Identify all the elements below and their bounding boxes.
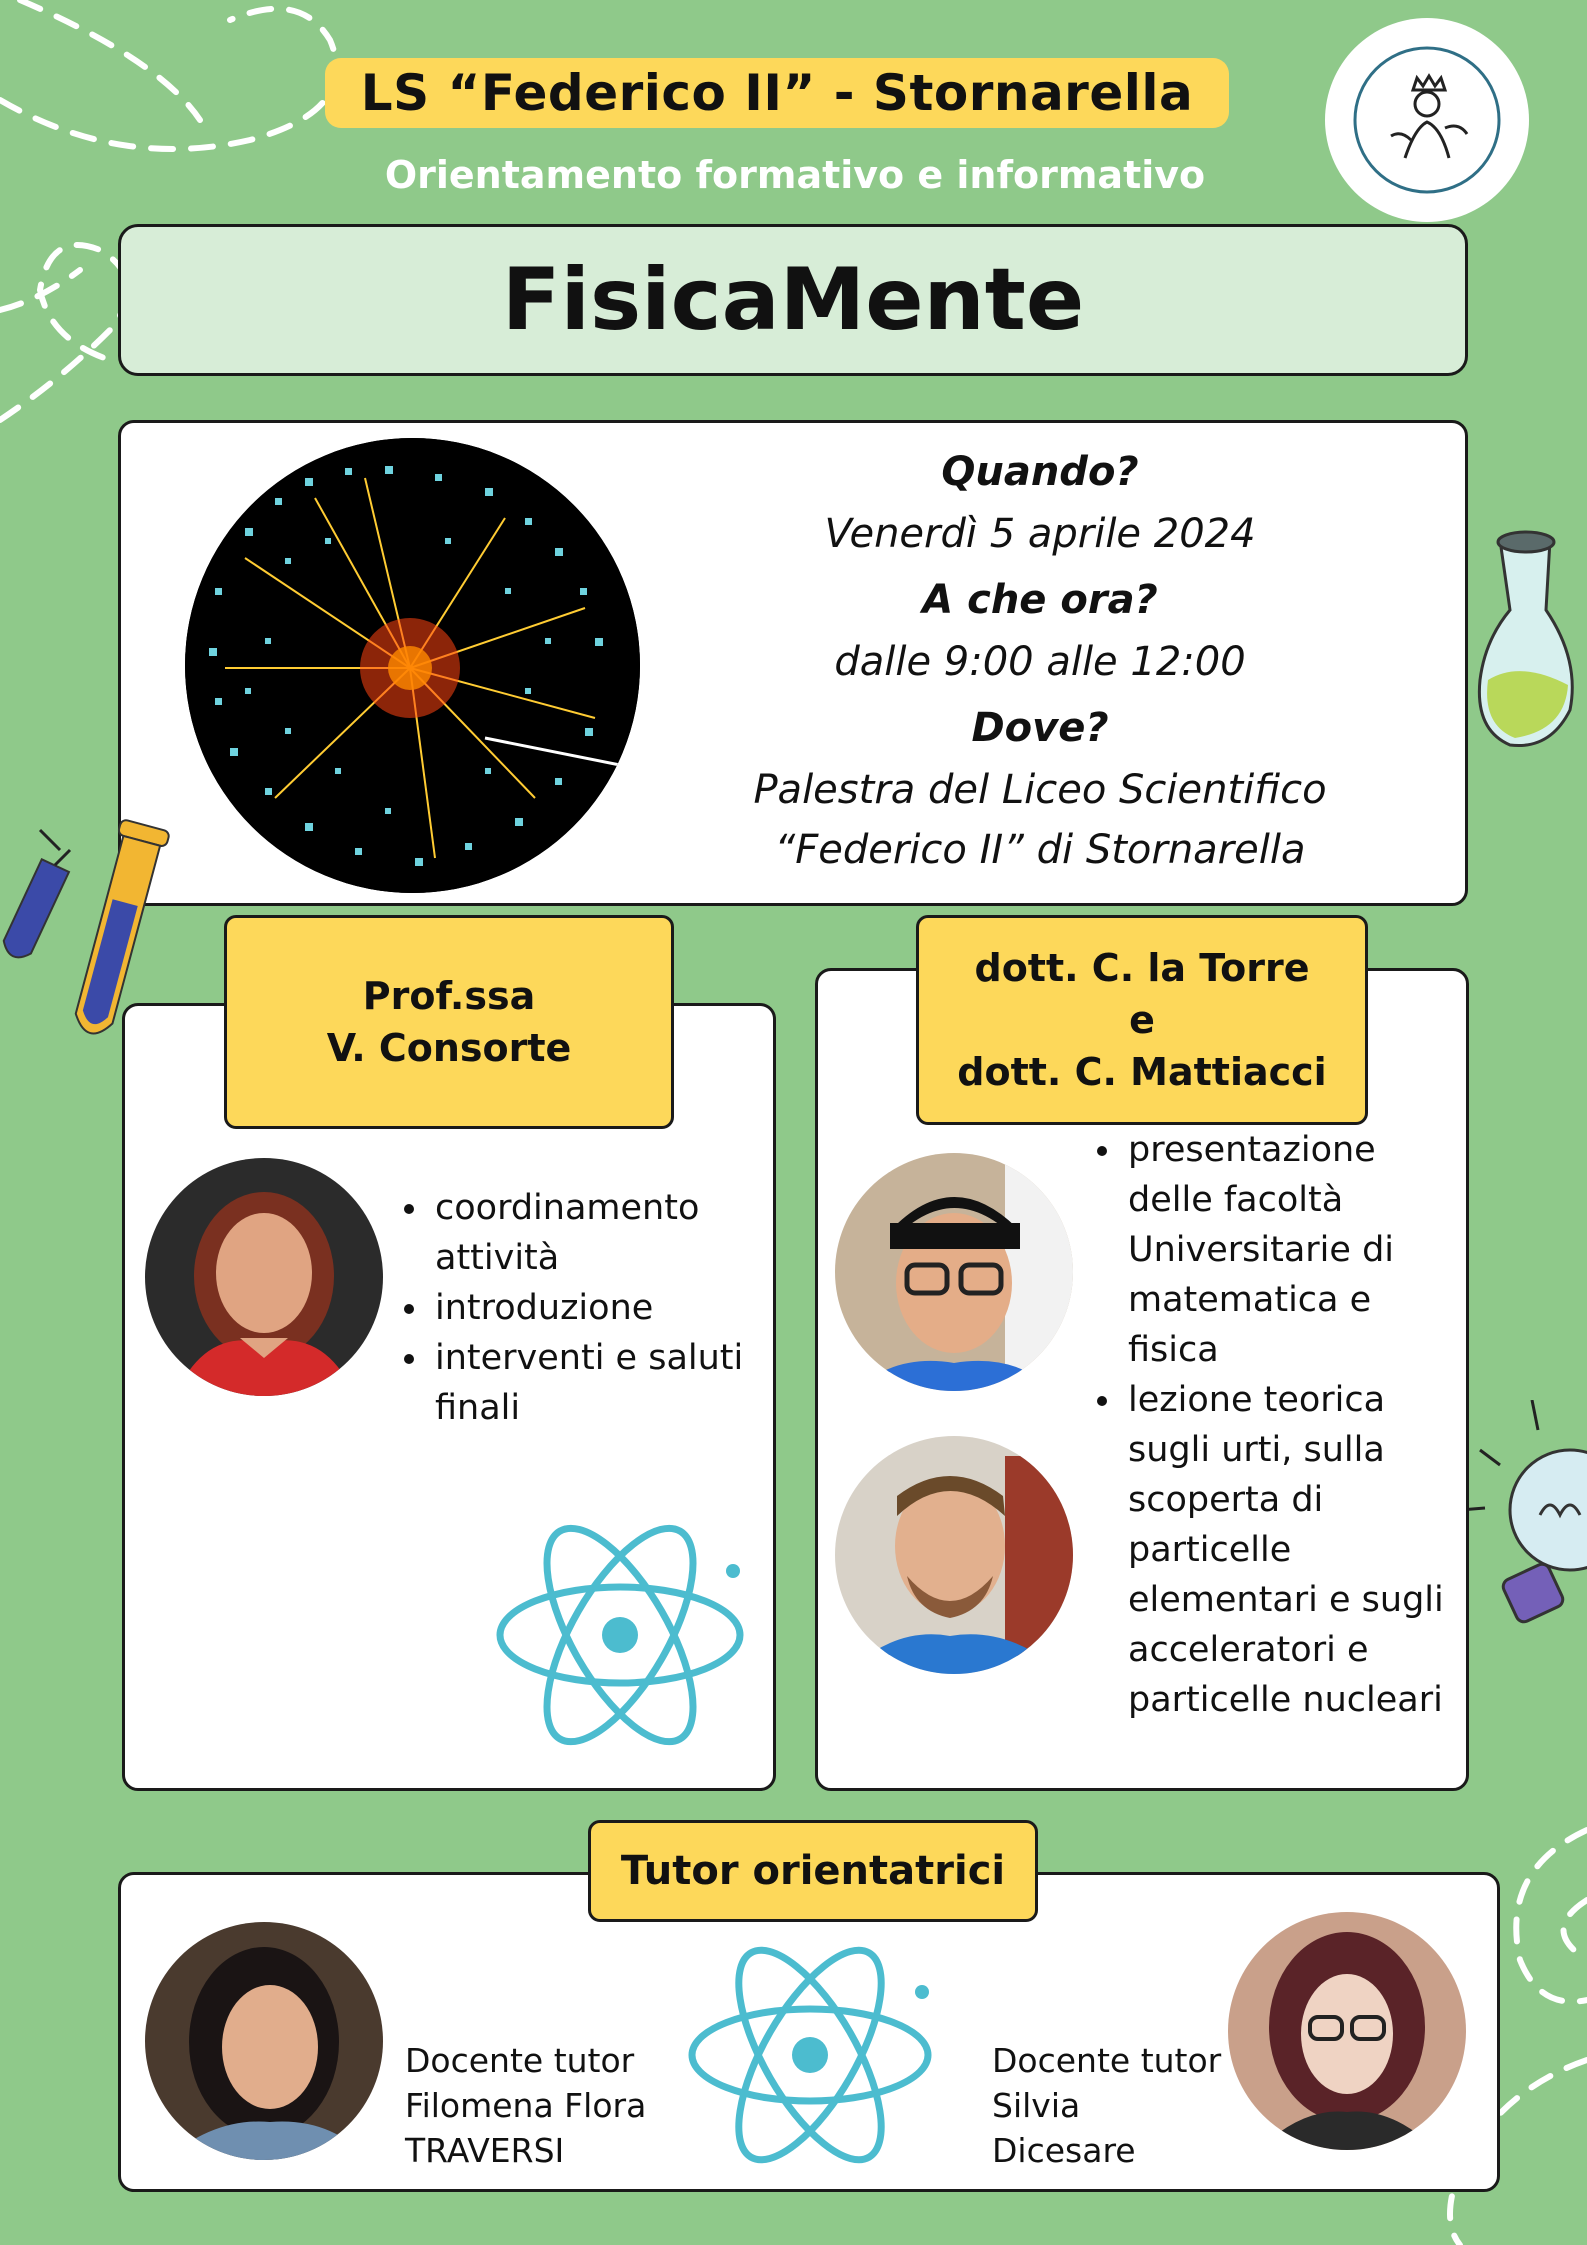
- speakers-title-line-3: dott. C. Mattiacci: [957, 1050, 1327, 1094]
- speaker-photo-1: [835, 1153, 1073, 1391]
- school-banner: [325, 58, 1229, 128]
- list-item: • introduzione: [431, 1283, 775, 1333]
- tutor-left-text: [405, 2038, 665, 2173]
- coordinator-photo: [145, 1158, 383, 1396]
- where-line-1: Palestra del Liceo Scientifico: [753, 767, 1327, 813]
- tutor-right-name: Silvia Dicesare: [992, 2086, 1136, 2170]
- tutor-left-name: Filomena Flora: [405, 2086, 647, 2125]
- tutors-title: Tutor orientatrici: [620, 1848, 1006, 1894]
- where-label: Dove?: [971, 705, 1109, 751]
- tutor-right-text: [992, 2038, 1232, 2173]
- speaker-photo-2: [835, 1436, 1073, 1674]
- tutor-photo-left: [145, 1922, 383, 2160]
- light-bulb-icon: [1460, 1400, 1587, 1640]
- coordinator-title-line-2: V. Consorte: [326, 1026, 572, 1070]
- speakers-title-line-1: dott. C. la Torre: [974, 946, 1310, 990]
- school-logo: [1325, 18, 1529, 222]
- tutors-label: [588, 1820, 1038, 1922]
- coordinator-task-list: [395, 1183, 775, 1433]
- when-label: Quando?: [941, 449, 1139, 495]
- tutor-photo-right: [1228, 1912, 1466, 2150]
- list-item: • presentazione delle facoltà Universitarie di matematica e fisica: [1124, 1125, 1448, 1375]
- when-value: Venerdì 5 aprile 2024: [824, 511, 1256, 557]
- page-title: FisicaMente: [501, 250, 1085, 350]
- where-line-2: “Federico II” di Stornarella: [774, 827, 1306, 873]
- time-value: dalle 9:00 alle 12:00: [834, 639, 1246, 685]
- school-name: LS “Federico II” - Stornarella: [360, 64, 1194, 122]
- tutor-left-role: Docente tutor: [405, 2041, 635, 2080]
- coordinator-title-line-1: Prof.ssa: [362, 974, 536, 1018]
- list-item: • coordinamento attività: [431, 1183, 775, 1283]
- time-label: A che ora?: [922, 577, 1158, 623]
- title-box: [118, 224, 1468, 376]
- page-subtitle: Orientamento formativo e informativo: [384, 153, 1206, 197]
- particle-collision-image: [185, 438, 640, 893]
- speakers-topic-list: [1088, 1125, 1448, 1725]
- coordinator-label: [224, 915, 674, 1129]
- list-item: • lezione teorica sugli urti, sulla scoperta di particelle elementari e sugli acceleratori e particelle nucleari: [1124, 1375, 1448, 1725]
- flask-icon: [1470, 520, 1587, 760]
- atom-icon: [490, 1495, 750, 1775]
- tutor-left-surname: TRAVERSI: [405, 2131, 565, 2170]
- tutor-right-role: Docente tutor: [992, 2041, 1222, 2080]
- speakers-label: [916, 915, 1368, 1125]
- atom-icon: [680, 1920, 940, 2190]
- speakers-title-line-2: e: [1129, 998, 1155, 1042]
- list-item: • interventi e saluti finali: [431, 1333, 775, 1433]
- event-details: [690, 440, 1390, 880]
